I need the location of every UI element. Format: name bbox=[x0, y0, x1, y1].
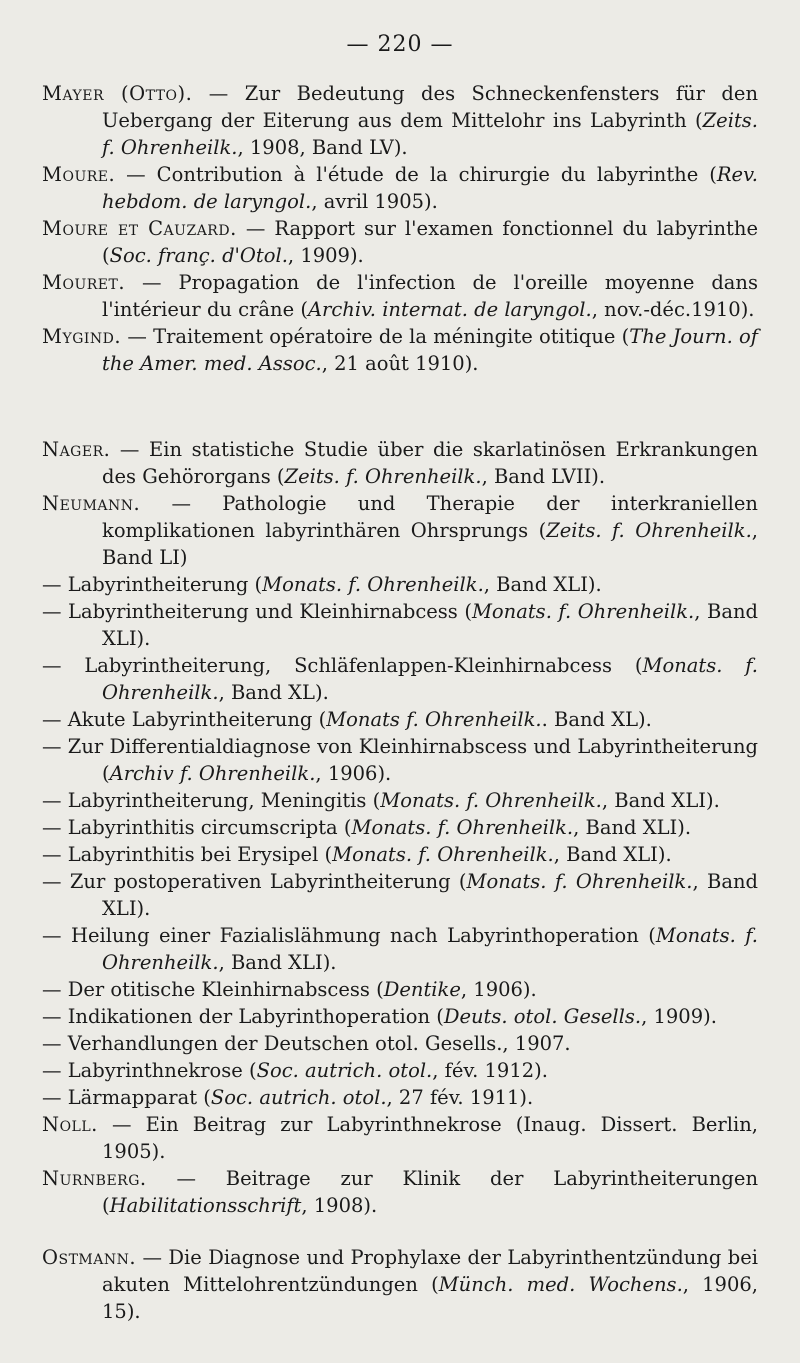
entry-title: — Labyrintheiterung und Kleinhirnabcess ( bbox=[42, 600, 472, 623]
entry-source: Zeits. f. Ohrenheilk. bbox=[102, 109, 758, 159]
bib-entry bbox=[42, 841, 758, 868]
bib-entry bbox=[42, 868, 758, 922]
entry-details: , 1906). bbox=[315, 762, 392, 785]
entry-author: Ostmann. bbox=[42, 1246, 137, 1269]
bib-entry bbox=[42, 787, 758, 814]
bib-entry bbox=[42, 598, 758, 652]
bib-entry bbox=[42, 1111, 758, 1165]
entry-details: , Band XLI). bbox=[483, 573, 602, 596]
entry-source: Dentike bbox=[383, 978, 461, 1001]
bib-entry bbox=[42, 323, 758, 377]
entry-title: — Ein Beitrag zur Labyrinthnekrose (Inaug. Dissert. Berlin, 1905). bbox=[97, 1113, 758, 1163]
entry-details: , Band XLI). bbox=[601, 789, 720, 812]
entry-source: The Journ. of the Amer. med. Assoc. bbox=[102, 325, 759, 375]
entry-title: — Labyrinthitis bei Erysipel ( bbox=[42, 843, 333, 866]
entry-source: Soc. autrich. otol. bbox=[210, 1086, 387, 1109]
entry-source: Monats. f. Ohrenheilk. bbox=[471, 600, 695, 623]
bib-entry bbox=[42, 215, 758, 269]
entry-title: — Ein statistiche Studie über die skarlatinösen Erkrankungen des Gehörorgans ( bbox=[102, 438, 758, 488]
entry-title: — Zur Bedeutung des Schneckenfensters für den Uebergang der Eiterung aus dem Mittelohr ins Labyrinth ( bbox=[102, 82, 758, 132]
bib-entry bbox=[42, 1244, 758, 1325]
entry-source: Monats. f. Ohrenheilk. bbox=[380, 789, 602, 812]
entry-author: Mouret. bbox=[42, 271, 126, 294]
bib-entry bbox=[42, 814, 758, 841]
entry-source: Archiv. internat. de laryngol. bbox=[307, 298, 592, 321]
entry-source: Zeits. f. Ohrenheilk. bbox=[284, 465, 482, 488]
bib-entry bbox=[42, 652, 758, 706]
entry-title: — Labyrintheiterung ( bbox=[42, 573, 263, 596]
entry-title: — Die Diagnose und Prophylaxe der Labyrinthentzündung bei akuten Mittelohrentzündungen ( bbox=[102, 1246, 758, 1296]
entry-author: Neumann. bbox=[42, 492, 141, 515]
entry-source: Münch. med. Wochens. bbox=[438, 1273, 683, 1296]
page-number: — 220 — bbox=[346, 32, 454, 57]
bib-entry bbox=[42, 161, 758, 215]
entry-details: , Band XLI). bbox=[553, 843, 672, 866]
entry-details: , Band LVII). bbox=[481, 465, 606, 488]
entry-source: Monats f. Ohrenheilk. bbox=[326, 708, 542, 731]
entry-details: , fév. 1912). bbox=[432, 1059, 548, 1082]
entry-details: , 27 fév. 1911). bbox=[386, 1086, 534, 1109]
entry-details: , 1906, 15). bbox=[102, 1273, 758, 1323]
entry-source: Zeits. f. Ohrenheilk. bbox=[546, 519, 752, 542]
entry-details: , nov.-déc.1910). bbox=[591, 298, 755, 321]
entry-title: — Contribution à l'étude de la chirurgie du labyrinthe ( bbox=[115, 163, 717, 186]
entry-title: — Rapport sur l'examen fonctionnel du labyrinthe ( bbox=[102, 217, 758, 267]
entry-title: — Akute Labyrintheiterung ( bbox=[42, 708, 327, 731]
entry-title: — Der otitische Kleinhirnabscess ( bbox=[42, 978, 384, 1001]
entry-details: , 1908, Band LV). bbox=[237, 136, 408, 159]
bib-entry bbox=[42, 1057, 758, 1084]
bib-entry bbox=[42, 490, 758, 571]
entry-details: . Band XL). bbox=[541, 708, 652, 731]
entry-author: Moure et Cauzard. bbox=[42, 217, 237, 240]
entry-source: Monats. f. Ohrenheilk. bbox=[262, 573, 484, 596]
entry-author: Mygind. bbox=[42, 325, 122, 348]
entry-author: Nurnberg. bbox=[42, 1167, 147, 1190]
entry-author: Nager. bbox=[42, 438, 111, 461]
bib-entry bbox=[42, 733, 758, 787]
entry-details: , Band XLI). bbox=[102, 870, 758, 920]
entry-source: Monats. f. Ohrenheilk. bbox=[102, 654, 758, 704]
entry-title: — Labyrinthitis circumscripta ( bbox=[42, 816, 352, 839]
entry-title: — Labyrintheiterung, Schläfenlappen-Kleinhirnabcess ( bbox=[42, 654, 643, 677]
bib-entry bbox=[42, 1084, 758, 1111]
entry-details: , Band XLI). bbox=[102, 600, 758, 650]
entry-author: Mayer (Otto). bbox=[42, 82, 193, 105]
entry-details: , 1908). bbox=[301, 1194, 378, 1217]
bib-entry bbox=[42, 269, 758, 323]
entry-details: , Band XL). bbox=[218, 681, 329, 704]
entry-details: , Band LI) bbox=[102, 519, 758, 569]
entry-details: , 21 août 1910). bbox=[321, 352, 479, 375]
entry-title: — Zur postoperativen Labyrintheiterung ( bbox=[42, 870, 467, 893]
entry-title: — Lärmapparat ( bbox=[42, 1086, 211, 1109]
entry-source: Soc. autrich. otol. bbox=[256, 1059, 433, 1082]
entry-details: , 1906). bbox=[460, 978, 537, 1001]
entry-source: Habilitationsschrift bbox=[109, 1194, 302, 1217]
entry-title: — Propagation de l'infection de l'oreille moyenne dans l'intérieur du crâne ( bbox=[102, 271, 758, 321]
bib-entry bbox=[42, 80, 758, 161]
entry-details: , Band XLI). bbox=[573, 816, 692, 839]
entry-details: , Band XLI). bbox=[218, 951, 337, 974]
entry-title: — Indikationen der Labyrinthoperation ( bbox=[42, 1005, 444, 1028]
entry-source: Monats. f. Ohrenheilk. bbox=[102, 924, 758, 974]
bib-entry bbox=[42, 922, 758, 976]
entry-title: — Traitement opératoire de la méningite otitique ( bbox=[121, 325, 630, 348]
entry-source: Monats. f. Ohrenheilk. bbox=[351, 816, 574, 839]
entry-title: — Zur Differentialdiagnose von Kleinhirnabscess und Labyrintheiterung ( bbox=[42, 735, 758, 785]
bib-entry bbox=[42, 1165, 758, 1219]
entry-source: Monats. f. Ohrenheilk. bbox=[332, 843, 554, 866]
entry-details: , 1909). bbox=[287, 244, 364, 267]
entry-source: Soc. franç. d'Otol. bbox=[109, 244, 288, 267]
entry-source: Deuts. otol. Gesells. bbox=[443, 1005, 642, 1028]
entry-title: — Pathologie und Therapie der interkraniellen komplikationen labyrinthären Ohrsprungs ( bbox=[102, 492, 758, 542]
bib-entry bbox=[42, 976, 758, 1003]
entry-title: — Beitrage zur Klinik der Labyrintheiterungen ( bbox=[102, 1167, 758, 1217]
entry-title: — Verhandlungen der Deutschen otol. Gesells., 1907. bbox=[42, 1032, 571, 1055]
entry-author: Moure. bbox=[42, 163, 116, 186]
entry-title: — Heilung einer Fazialislähmung nach Labyrinthoperation ( bbox=[42, 924, 656, 947]
bib-entry bbox=[42, 571, 758, 598]
entry-source: Rev. hebdom. de laryngol. bbox=[102, 163, 758, 213]
bib-entry bbox=[42, 1003, 758, 1030]
entry-author: Noll. bbox=[42, 1113, 98, 1136]
entry-title: — Labyrinthnekrose ( bbox=[42, 1059, 257, 1082]
entry-details: , avril 1905). bbox=[311, 190, 438, 213]
bib-entry bbox=[42, 1030, 758, 1057]
entry-source: Archiv f. Ohrenheilk. bbox=[109, 762, 316, 785]
entry-title: — Labyrintheiterung, Meningitis ( bbox=[42, 789, 381, 812]
entry-details: , 1909). bbox=[641, 1005, 717, 1028]
bib-entry bbox=[42, 436, 758, 490]
entry-source: Monats. f. Ohrenheilk. bbox=[466, 870, 693, 893]
bib-entry bbox=[42, 706, 758, 733]
